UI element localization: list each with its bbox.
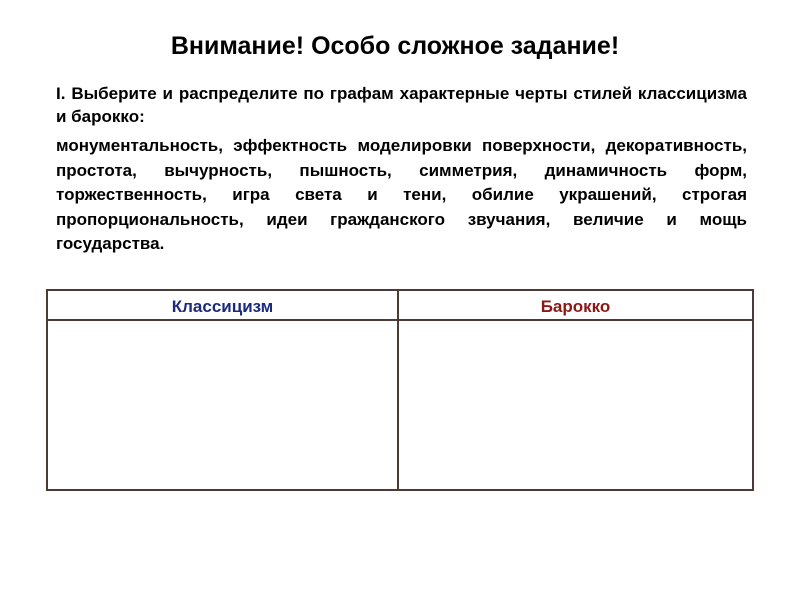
classicism-answer-cell [48,321,397,489]
features-list: монументальность, эффектность моделировки поверхности, декоративность, простота, вычурность, пышность, симметрия, динамичность форм, торжественность, игра света и тени, обилие украшений, строгая пропорциональность, идеи гражданского звучания, величие и мощь государства. [56,136,747,253]
styles-table [46,289,754,491]
baroque-answer-cell [399,321,752,489]
header-classicism: Классицизм [171,297,274,316]
slide-title: Внимание! Особо сложное задание! [170,32,620,60]
header-baroque: Барокко [540,297,611,316]
task-instruction: I. Выберите и распределите по графам характерные черты стилей классицизма и барокко: [56,84,747,126]
